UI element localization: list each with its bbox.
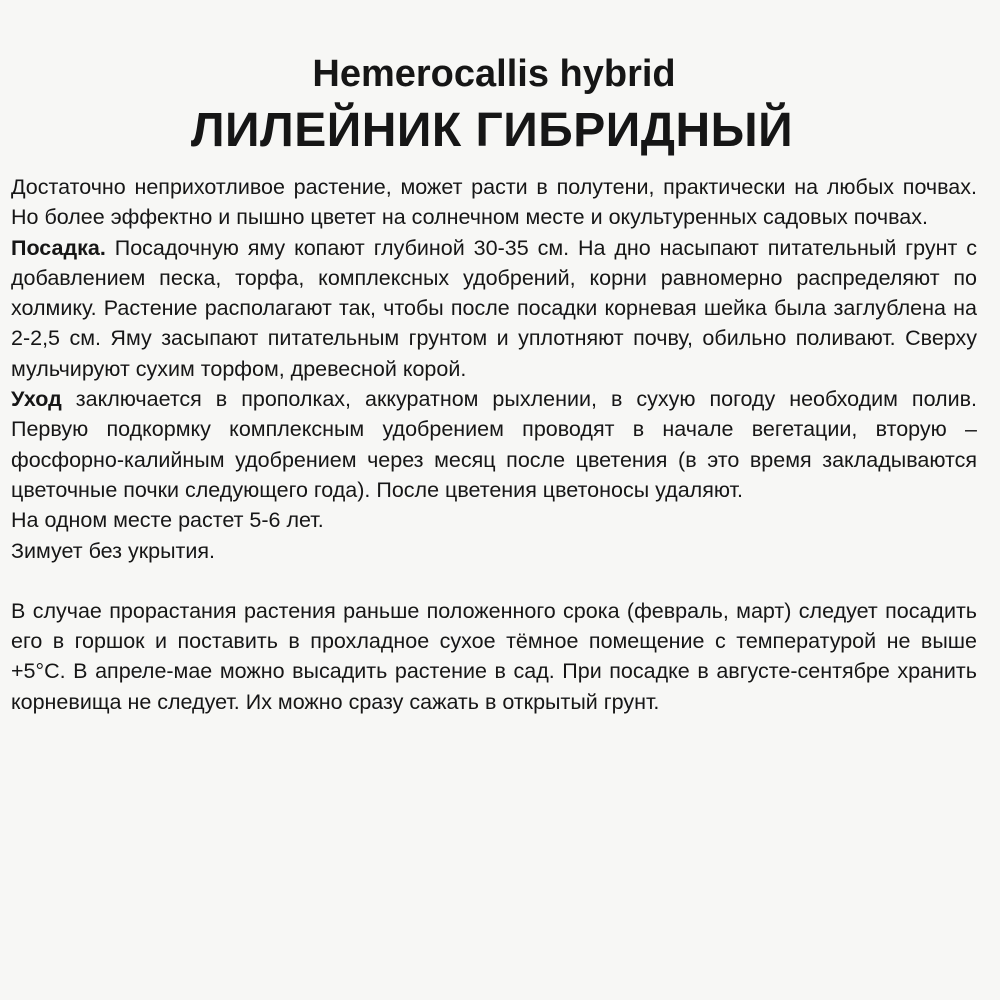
care-text: заключается в прополках, аккуратном рыхлении, в сухую погоду необходим полив. Первую подкормку комплексным удобрением проводят в начале вегетации, вторую – фосфорно-калийным удобрением через месяц после цветения (в это время закладываются цветочные почки следующего года). После цветения цветоносы удаляют. <box>11 387 977 502</box>
early-sprouting-paragraph: В случае прорастания растения раньше положенного срока (февраль, март) следует посадить его в горшок и поставить в прохладное сухое тёмное помещение с температурой не выше +5°С. В апреле-мае можно высадить растение в сад. При посадке в августе-сентябре хранить корневища не следует. Их можно сразу сажать в открытый грунт. <box>11 598 977 714</box>
planting-paragraph <box>11 233 977 384</box>
intro-paragraph: Достаточно неприхотливое растение, может расти в полутени, практически на любых почвах. Но более эффектно и пышно цветет на солнечном месте и окультуренных садовых почвах. <box>11 175 977 230</box>
paragraph-gap <box>11 566 977 596</box>
lifespan-line: На одном месте растет 5-6 лет. <box>11 508 324 533</box>
planting-heading: Посадка. <box>11 235 106 260</box>
main-title: ЛИЛЕЙНИК ГИБРИДНЫЙ <box>190 104 794 157</box>
planting-text: Посадочную яму копают глубиной 30-35 см. На дно насыпают питательный грунт с добавлением песка, торфа, комплексных удобрений, корни равномерно распределяют по холмику. Растение располагают так, чтобы после посадки корневая шейка была заглублена на 2-2,5 см. Яму засыпают питательным грунтом и уплотняют почву, обильно поливают. Сверху мульчируют сухим торфом, древесной корой. <box>11 235 977 381</box>
care-paragraph <box>11 384 977 505</box>
description-body <box>11 172 977 717</box>
winter-line: Зимует без укрытия. <box>11 538 216 563</box>
latin-title: Hemerocallis hybrid <box>312 53 676 95</box>
title-block <box>0 50 1000 160</box>
care-heading: Уход <box>11 387 62 412</box>
